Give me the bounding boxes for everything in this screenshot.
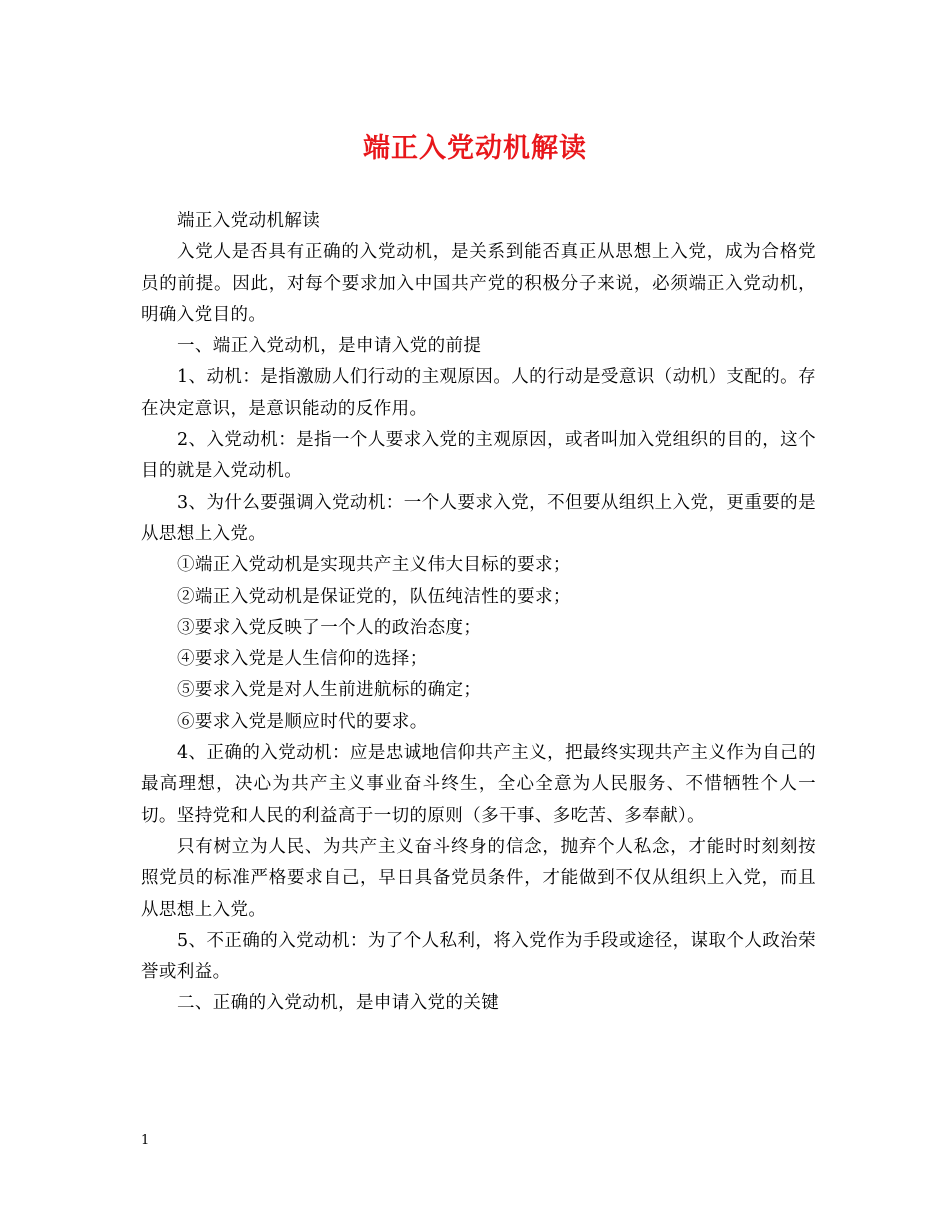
page-number: 1 <box>141 1133 150 1148</box>
paragraph-point-5: 5、不正确的入党动机：为了个人私利，将入党作为手段或途径，谋取个人政治荣誉或利益。 <box>141 930 816 983</box>
list-item-1: ①端正入党动机是实现共产主义伟大目标的要求； <box>177 555 571 576</box>
paragraph-point-3: 3、为什么要强调入党动机：一个人要求入党，不但要从组织上入党，更重要的是从思想上入党。 <box>141 492 816 544</box>
document-title: 端正入党动机解读 <box>363 133 587 164</box>
section-heading-1: 一、端正入党动机，是申请入党的前提 <box>177 336 482 357</box>
section-heading-2: 二、正确的入党动机，是申请入党的关键 <box>177 993 500 1014</box>
paragraph-point-4: 4、正确的入党动机：应是忠诚地信仰共产主义，把最终实现共产主义作为自己的最高理想，决心为共产主义事业奋斗终生，全心全意为人民服务、不惜牺牲个人一切。坚持党和人民的利益高于一切的原则（多干事、多吃苦、多奉献）。 <box>141 743 816 826</box>
paragraph-intro: 入党人是否具有正确的入党动机，是关系到能否真正从思想上入党，成为合格党员的前提。因此，对每个要求加入中国共产党的积极分子来说，必须端正入党动机，明确入党目的。 <box>141 242 816 325</box>
list-item-2: ②端正入党动机是保证党的，队伍纯洁性的要求； <box>177 586 571 607</box>
list-item-4: ④要求入党是人生信仰的选择； <box>177 649 428 670</box>
document-body <box>141 206 816 1020</box>
paragraph-subtitle: 端正入党动机解读 <box>177 211 321 231</box>
paragraph-belief: 只有树立为人民、为共产主义奋斗终身的信念，抛弃个人私念，才能时时刻刻按照党员的标准严格要求自己，早日具备党员条件，才能做到不仅从组织上入党，而且从思想上入党。 <box>141 836 816 920</box>
paragraph-point-2: 2、入党动机：是指一个人要求入党的主观原因，或者叫加入党组织的目的，这个目的就是入党动机。 <box>141 430 816 482</box>
list-item-5: ⑤要求入党是对人生前进航标的确定； <box>177 680 482 701</box>
list-item-3: ③要求入党反映了一个人的政治态度； <box>177 617 482 638</box>
list-item-6: ⑥要求入党是顺应时代的要求。 <box>177 711 428 732</box>
paragraph-point-1: 1、动机：是指激励人们行动的主观原因。人的行动是受意识（动机）支配的。存在决定意识，是意识能动的反作用。 <box>141 367 816 419</box>
